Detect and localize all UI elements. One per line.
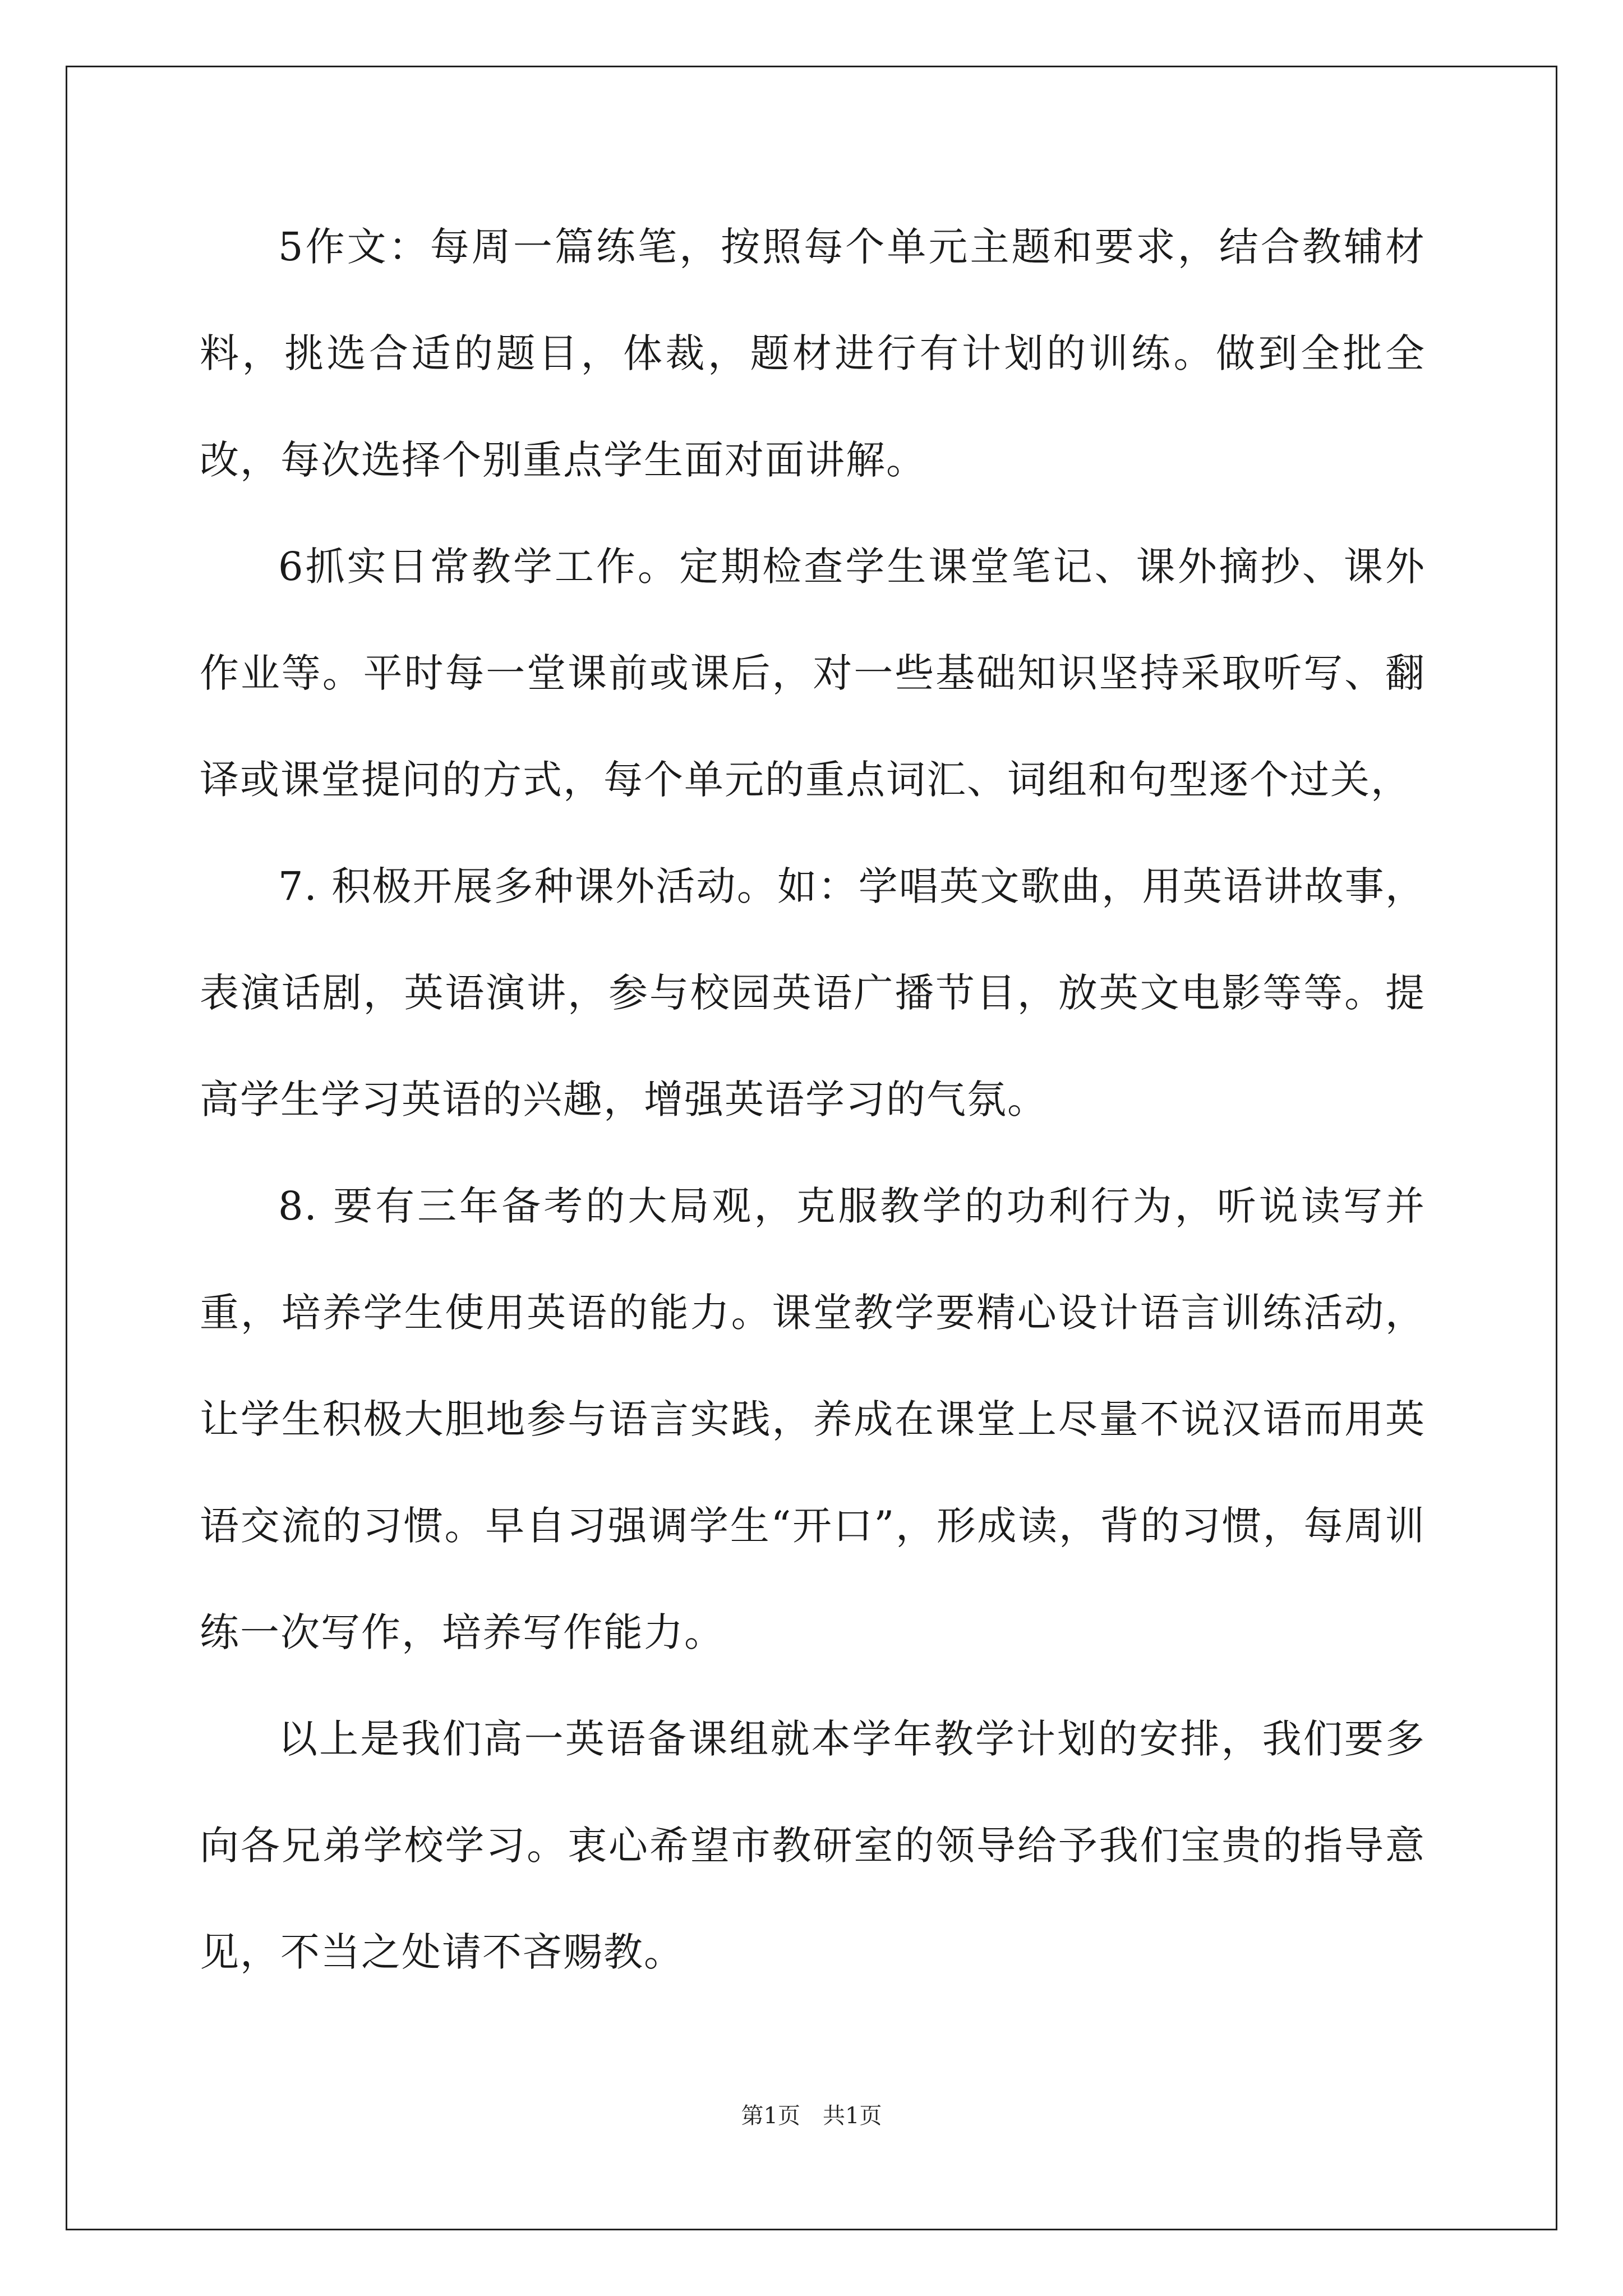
page-footer: 第1页 共1页 — [741, 2103, 882, 2129]
document-body — [200, 194, 1426, 2005]
paragraph-conclusion: 以上是我们高一英语备课组就本学年教学计划的安排，我们要多向各兄弟学校学习。衷心希望市教研室的领导给予我们宝贵的指导意见，不当之处请不吝赐教。 — [200, 1716, 1426, 1975]
paragraph-8-exam-prep: 8. 要有三年备考的大局观，克服教学的功利行为，听说读写并重，培养学生使用英语的能力。课堂教学要精心设计语言训练活动，让学生积极大胆地参与语言实践，养成在课堂上尽量不说汉语而用英语交流的习惯。早自习强调学生“开口”，形成读，背的习惯，每周训练一次写作，培养写作能力。 — [200, 1183, 1426, 1655]
paragraph-5-composition: 5作文：每周一篇练笔，按照每个单元主题和要求，结合教辅材料，挑选合适的题目，体裁，题材进行有计划的训练。做到全批全改，每次选择个别重点学生面对面讲解。 — [200, 224, 1426, 483]
paragraph-7-activities: 7. 积极开展多种课外活动。如：学唱英文歌曲，用英语讲故事，表演话剧，英语演讲，参与校园英语广播节目，放英文电影等等。提高学生学习英语的兴趣，增强英语学习的气氛。 — [200, 863, 1426, 1122]
paragraph-6-daily-teaching: 6抓实日常教学工作。定期检查学生课堂笔记、课外摘抄、课外作业等。平时每一堂课前或课后，对一些基础知识坚持采取听写、翻译或课堂提问的方式，每个单元的重点词汇、词组和句型逐个过关， — [200, 544, 1426, 803]
